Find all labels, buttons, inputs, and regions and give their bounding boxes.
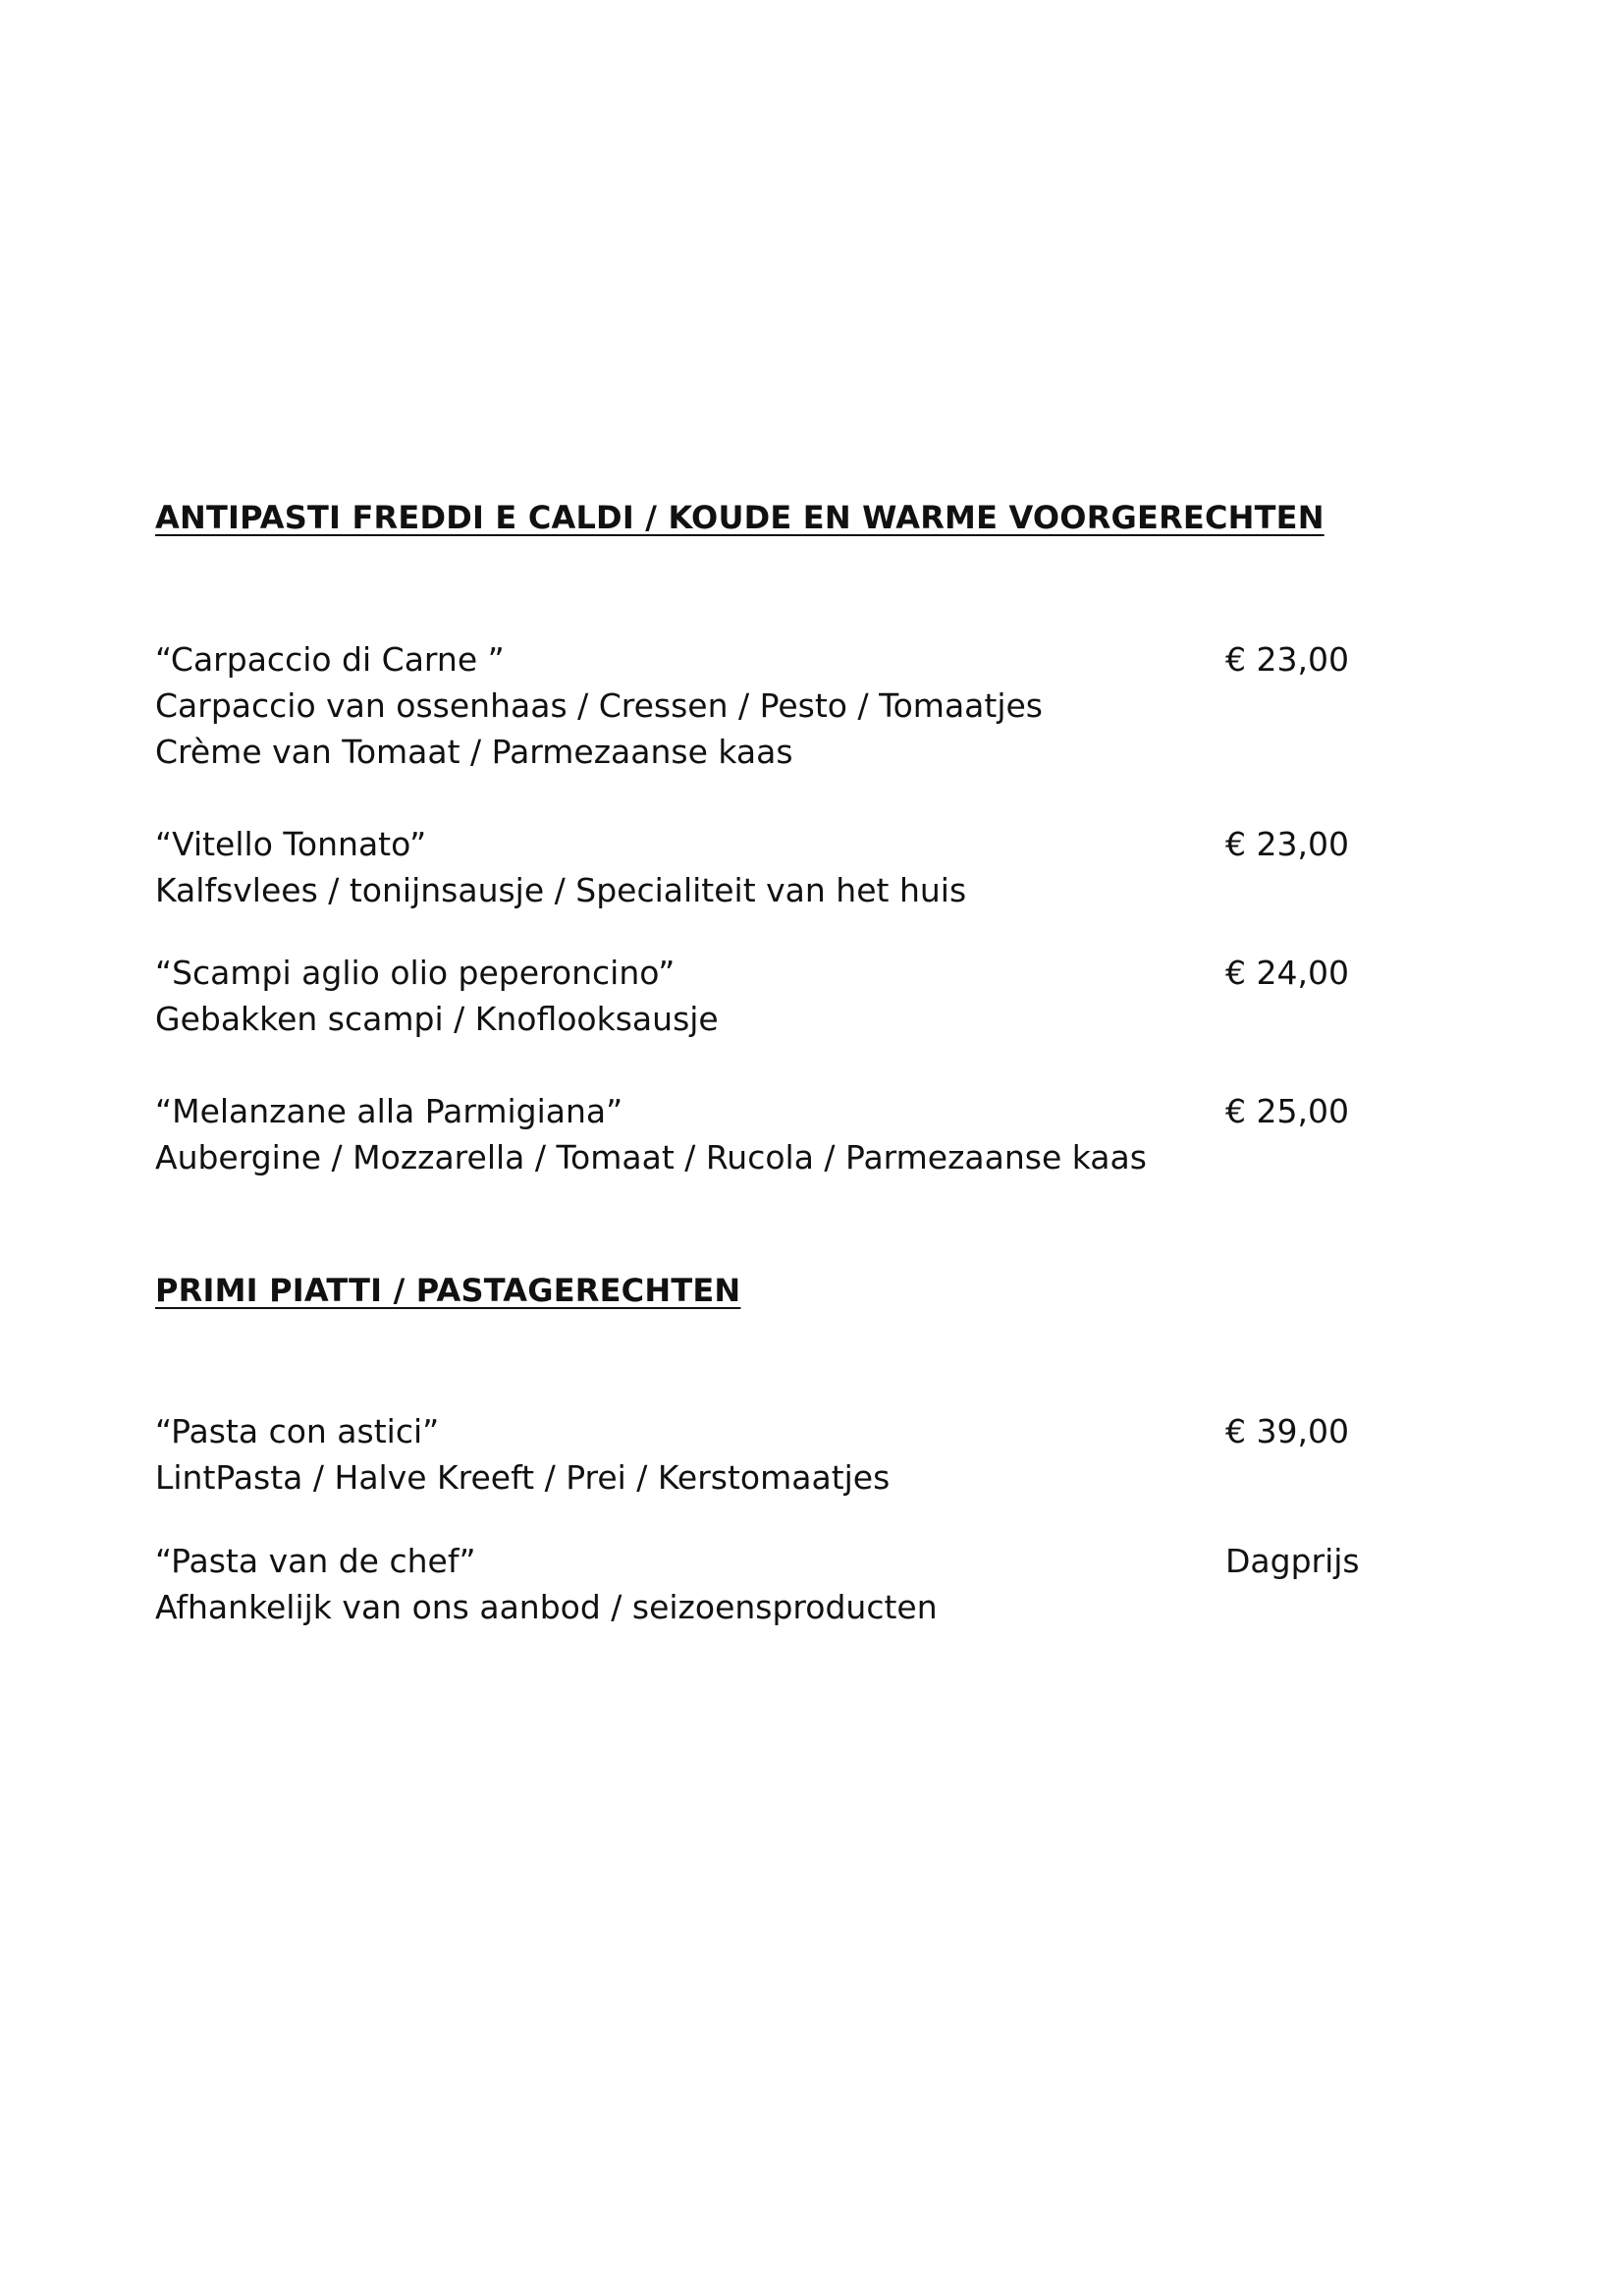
menu-item-description: Afhankelijk van ons aanbod / seizoensproducten	[155, 1588, 938, 1626]
menu-item-name: “Vitello Tonnato”	[155, 825, 427, 863]
menu-item-name: “Pasta con astici”	[155, 1412, 440, 1450]
menu-item-description: Crème van Tomaat / Parmezaanse kaas	[155, 733, 793, 771]
menu-item-description: Kalfsvlees / tonijnsausje / Specialiteit van het huis	[155, 871, 967, 909]
menu-item-scampi	[155, 950, 1363, 1042]
menu-item-price: € 39,00	[1225, 1412, 1349, 1450]
section-title-antipasti: ANTIPASTI FREDDI E CALDI / KOUDE EN WARME VOORGERECHTEN	[155, 499, 1325, 536]
menu-item-price: € 25,00	[1225, 1092, 1349, 1130]
menu-item-price: € 24,00	[1225, 954, 1349, 992]
menu-item-description: Aubergine / Mozzarella / Tomaat / Rucola / Parmezaanse kaas	[155, 1138, 1147, 1176]
menu-item-description: Gebakken scampi / Knoflooksausje	[155, 1000, 719, 1038]
menu-item-carpaccio	[155, 636, 1363, 775]
section-title-primi-piatti: PRIMI PIATTI / PASTAGERECHTEN	[155, 1272, 741, 1309]
menu-item-price: € 23,00	[1225, 825, 1349, 863]
menu-item-vitello-tonnato	[155, 821, 1363, 913]
menu-item-name: “Melanzane alla Parmigiana”	[155, 1092, 623, 1130]
menu-item-price: Dagprijs	[1225, 1542, 1360, 1580]
menu-item-name: “Carpaccio di Carne ”	[155, 640, 505, 679]
menu-item-pasta-van-de-chef	[155, 1538, 1363, 1630]
menu-item-melanzane	[155, 1088, 1363, 1180]
menu-item-description: LintPasta / Halve Kreeft / Prei / Kerstomaatjes	[155, 1458, 891, 1497]
menu-item-price: € 23,00	[1225, 640, 1349, 679]
menu-item-name: “Pasta van de chef”	[155, 1542, 476, 1580]
menu-item-name: “Scampi aglio olio peperoncino”	[155, 954, 676, 992]
menu-item-description: Carpaccio van ossenhaas / Cressen / Pesto / Tomaatjes	[155, 686, 1044, 725]
menu-item-pasta-con-astici	[155, 1408, 1363, 1501]
